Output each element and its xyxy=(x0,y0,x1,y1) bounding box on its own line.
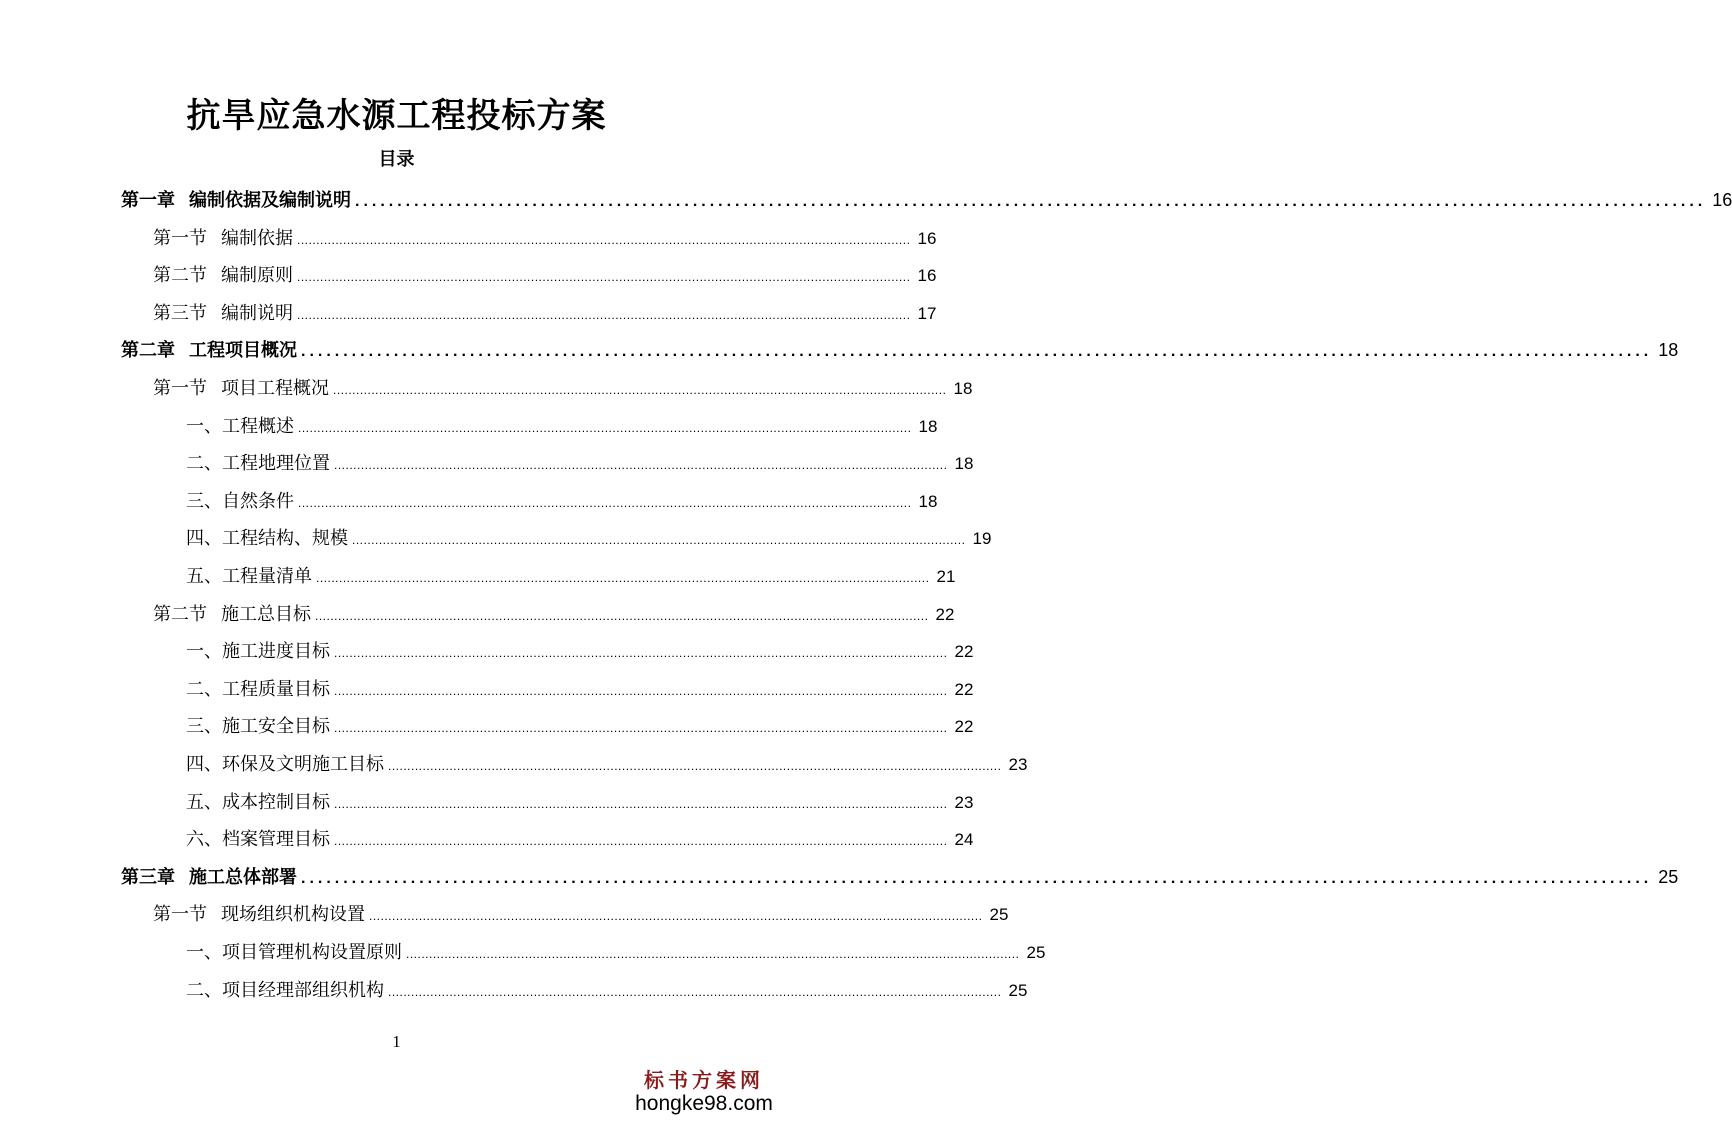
watermark-logo xyxy=(629,1068,779,1116)
toc-entry-label xyxy=(186,449,330,475)
toc-entry-title: 四、工程结构、规模 xyxy=(186,528,348,550)
toc-entry[interactable] xyxy=(153,224,937,252)
toc-entry-page: 25 xyxy=(1658,866,1679,887)
toc-entry-page: 22 xyxy=(954,679,974,699)
toc-entry-number: 第二节 xyxy=(153,265,207,287)
document-title: 抗旱应急水源工程投标方案 xyxy=(186,96,607,136)
toc-entry-title: 工程项目概况 xyxy=(189,340,297,362)
toc-entry-title: 六、档案管理目标 xyxy=(186,829,330,851)
toc-entry[interactable] xyxy=(186,788,974,816)
toc-entry[interactable] xyxy=(153,261,937,289)
toc-dot-leader: ................................................................................................................................................................ xyxy=(333,383,947,397)
toc-entry-page: 24 xyxy=(954,830,974,850)
toc-dot-leader: ................................................................................................................................................................ xyxy=(297,307,911,322)
toc-entry-label xyxy=(121,863,297,889)
toc-entry-page: 19 xyxy=(972,529,992,549)
toc-entry[interactable] xyxy=(186,825,974,853)
toc-entry-page: 25 xyxy=(1008,980,1028,1000)
toc-entry-number: 第二章 xyxy=(121,340,175,362)
toc-entry-label xyxy=(186,487,294,513)
toc-entry-title: 五、成本控制目标 xyxy=(186,791,330,813)
page-number: 1 xyxy=(392,1032,401,1051)
toc-entry-title: 一、工程概述 xyxy=(186,415,294,437)
toc-entry-label xyxy=(186,412,294,438)
toc-entry[interactable] xyxy=(186,976,1028,1004)
toc-entry-label xyxy=(121,336,297,362)
toc-dot-leader: ................................................................................................................................................................ xyxy=(334,683,948,698)
toc-entry[interactable] xyxy=(121,336,1679,364)
toc-dot-leader: ................................................................................................................................................................ xyxy=(388,984,1002,999)
toc-entry-title: 一、项目管理机构设置原则 xyxy=(186,942,402,963)
toc-dot-leader: ................................................................................................................................................................ xyxy=(297,270,911,285)
toc-entry-title: 编制依据 xyxy=(221,227,293,249)
toc-entry-label xyxy=(186,788,330,814)
toc-entry-title: 五、工程量清单 xyxy=(186,566,312,587)
toc-entry-title: 二、工程地理位置 xyxy=(186,453,330,475)
toc-entry-label xyxy=(186,750,384,776)
toc-entry[interactable] xyxy=(186,487,938,515)
toc-entry-title: 三、施工安全目标 xyxy=(186,716,330,738)
toc-dot-leader: ................................................................................................................................................................ xyxy=(301,869,1653,887)
toc-entry[interactable] xyxy=(121,186,1732,214)
toc-dot-leader: ................................................................................................................................................................ xyxy=(334,834,948,849)
toc-entry-label xyxy=(186,637,330,663)
toc-entry-title: 三、自然条件 xyxy=(186,490,294,512)
toc-entry-page: 25 xyxy=(989,905,1009,925)
toc-entry[interactable] xyxy=(186,675,974,703)
watermark-url: hongke98.com xyxy=(635,1092,773,1115)
toc-entry-title: 编制依据及编制说明 xyxy=(189,190,351,211)
toc-entry-number: 第一节 xyxy=(153,904,207,926)
toc-entry-label xyxy=(186,524,348,550)
toc-entry-title: 二、项目经理部组织机构 xyxy=(186,979,384,1001)
toc-entry-page: 23 xyxy=(954,792,974,812)
toc-entry-label xyxy=(186,938,402,964)
toc-entry-title: 项目工程概况 xyxy=(221,378,329,399)
toc-dot-leader: ................................................................................................................................................................ xyxy=(388,759,1002,773)
toc-entry-label xyxy=(186,712,330,738)
toc-entry[interactable] xyxy=(186,750,1028,778)
toc-entry-label xyxy=(121,186,351,212)
toc-entry-page: 16 xyxy=(917,228,937,248)
toc-entry-label xyxy=(153,224,293,250)
toc-entry[interactable] xyxy=(153,299,937,327)
toc-entry[interactable] xyxy=(153,600,955,628)
toc-entry-title: 编制原则 xyxy=(221,265,293,287)
toc-entry-label xyxy=(186,562,312,588)
toc-entry-title: 编制说明 xyxy=(221,302,293,324)
toc-entry[interactable] xyxy=(121,863,1679,891)
toc-entry-label xyxy=(153,600,311,626)
toc-entry[interactable] xyxy=(153,900,1009,928)
toc-dot-leader: ................................................................................................................................................................ xyxy=(352,533,966,548)
toc-entry-page: 18 xyxy=(1658,340,1679,361)
toc-entry[interactable] xyxy=(186,562,956,590)
toc-dot-leader: ................................................................................................................................................................ xyxy=(301,343,1653,361)
toc-dot-leader: ................................................................................................................................................................ xyxy=(355,193,1707,210)
toc-entry-label xyxy=(153,374,329,400)
toc-entry-number: 第一节 xyxy=(153,378,207,399)
toc-entry-number: 第三章 xyxy=(121,866,175,888)
toc-entry-page: 16 xyxy=(917,266,937,286)
toc-entry-title: 二、工程质量目标 xyxy=(186,678,330,700)
toc-entry[interactable] xyxy=(186,449,974,477)
toc-entry[interactable] xyxy=(186,524,992,552)
toc-dot-leader: ................................................................................................................................................................ xyxy=(316,571,930,585)
toc-entry-title: 一、施工进度目标 xyxy=(186,641,330,663)
toc-entry-title: 四、环保及文明施工目标 xyxy=(186,754,384,775)
toc-entry-label xyxy=(186,825,330,851)
toc-entry-page: 21 xyxy=(936,567,956,586)
toc-dot-leader: ................................................................................................................................................................ xyxy=(315,608,929,623)
toc-entry-label xyxy=(186,675,330,701)
toc-entry-label xyxy=(186,976,384,1002)
toc-dot-leader: ................................................................................................................................................................ xyxy=(334,721,948,736)
toc-entry-label xyxy=(153,299,293,325)
toc-entry-page: 22 xyxy=(954,717,974,737)
toc-entry-page: 18 xyxy=(954,454,974,474)
toc-entry-number: 第二节 xyxy=(153,603,207,625)
toc-dot-leader: ................................................................................................................................................................ xyxy=(334,646,948,661)
toc-entry[interactable] xyxy=(186,938,1046,966)
toc-dot-leader: ................................................................................................................................................................ xyxy=(297,232,911,247)
toc-entry-number: 第一章 xyxy=(121,190,175,211)
toc-dot-leader: ................................................................................................................................................................ xyxy=(334,458,948,473)
toc-entry-page: 16 xyxy=(1712,190,1732,210)
toc-dot-leader: ................................................................................................................................................................ xyxy=(298,420,912,435)
toc-entry-title: 施工总目标 xyxy=(221,603,311,625)
toc-dot-leader: ................................................................................................................................................................ xyxy=(334,796,948,811)
toc-entry-number: 第一节 xyxy=(153,227,207,249)
watermark-name: 标书方案网 xyxy=(644,1068,764,1092)
toc-entry-label xyxy=(153,900,365,926)
toc-entry[interactable] xyxy=(186,637,974,665)
toc-entry-title: 施工总体部署 xyxy=(189,866,297,888)
toc-entry[interactable] xyxy=(186,412,938,440)
toc-heading: 目录 xyxy=(378,149,415,170)
toc-entry-page: 17 xyxy=(917,303,937,323)
toc-entry-page: 18 xyxy=(918,416,938,436)
toc-entry-page: 18 xyxy=(953,379,973,398)
toc-dot-leader: ................................................................................................................................................................ xyxy=(369,909,983,924)
toc-entry-title: 现场组织机构设置 xyxy=(221,904,365,926)
toc-entry-page: 18 xyxy=(918,491,938,511)
toc-entry[interactable] xyxy=(153,374,973,402)
toc-entry-page: 25 xyxy=(1026,943,1046,962)
toc-entry[interactable] xyxy=(186,712,974,740)
toc-entry-label xyxy=(153,261,293,287)
toc-entry-page: 22 xyxy=(935,604,955,624)
toc-entry-page: 23 xyxy=(1008,755,1028,774)
toc-dot-leader: ................................................................................................................................................................ xyxy=(298,495,912,510)
toc-dot-leader: ................................................................................................................................................................ xyxy=(406,947,1020,961)
toc-entry-number: 第三节 xyxy=(153,302,207,324)
toc-entry-page: 22 xyxy=(954,642,974,662)
